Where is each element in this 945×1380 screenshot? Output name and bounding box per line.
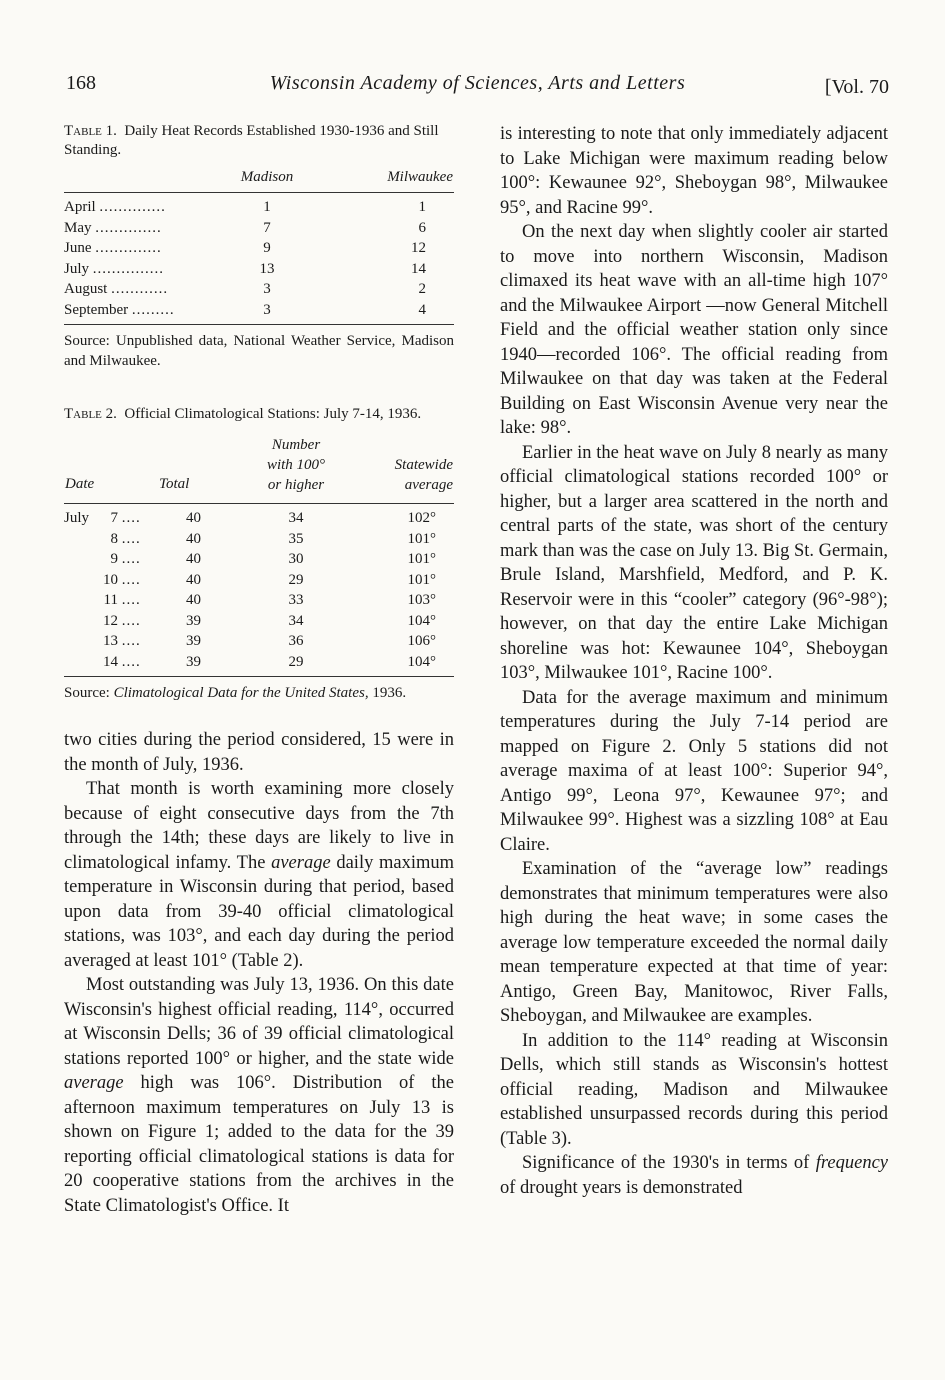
table2-total-cell: 40: [186, 571, 201, 588]
table1-label: Table 1.: [64, 123, 117, 139]
table1-header-milwaukee: Milwaukee: [387, 169, 453, 185]
table1-milwaukee-cell: 1: [418, 199, 426, 215]
paragraph: In addition to the 114° reading at Wisconsin Dells, which still stands as Wisconsin's hottest official reading, Madison and Milwaukee established unsurpassed records during this period (Table 3).: [500, 1030, 888, 1149]
left-column: [64, 122, 454, 1218]
paragraph: Significance of the 1930's in terms of frequency of drought years is demonstrated: [500, 1153, 888, 1198]
table2-average-cell: 102°: [407, 510, 436, 526]
table2-average-cell: 101°: [407, 530, 436, 547]
table1-madison-cell: 1: [263, 199, 271, 215]
paragraph: Data for the average maximum and minimum temperatures during the July 7-14 period are mapped on Figure 2. Only 5 stations did not average maxima of at least 100°: Superior 94°, Antigo 99°, Leona 97°, Kewaunee 97°; and Milwaukee 99°. Highest was a sizzling 108° at Eau Claire.: [500, 687, 888, 855]
table-row: [64, 611, 454, 632]
table-row: [64, 504, 454, 529]
table1-milwaukee-cell: 6: [418, 219, 426, 236]
table1-month-cell: April ..............: [64, 199, 166, 215]
table2-date-cell: July 7 ....: [64, 510, 141, 526]
table-row: [64, 529, 454, 550]
table-row: [64, 238, 454, 259]
paragraph: On the next day when slightly cooler air started to move into northern Wisconsin, Madison climaxed its heat wave with an all-time high 107° and the Milwaukee Airport —now General Mitchell Field and the official weather station only since 1940—recorded 106°. The official reading from Milwaukee on that day was taken at the Federal Building on East Wisconsin Avenue very near the lake: 98°.: [500, 222, 888, 438]
table2-total-cell: 39: [186, 653, 201, 670]
table1-madison-cell: 3: [263, 301, 271, 318]
table1-milwaukee-cell: 14: [411, 260, 426, 277]
table2-average-cell: 103°: [407, 592, 436, 608]
table2-average-cell: 104°: [407, 612, 436, 629]
table2-date-cell: 11 ....: [103, 592, 141, 608]
page-number: 168: [66, 72, 96, 94]
table-row: [64, 193, 454, 218]
table2-header-date: Date: [65, 476, 95, 492]
volume-label: [Vol. 70: [824, 76, 889, 98]
table2-total-cell: 40: [186, 551, 201, 567]
table2-label: Table 2.: [64, 406, 117, 422]
table2-number-cell: 34: [288, 612, 304, 629]
left-body-text: [64, 728, 454, 1218]
table2-date-cell: 10 ....: [103, 571, 141, 588]
journal-title: Wisconsin Academy of Sciences, Arts and Letters: [269, 72, 686, 94]
table1-header-madison: Madison: [240, 169, 294, 185]
table2-total-cell: 39: [186, 612, 201, 629]
table1-madison-cell: 3: [263, 281, 271, 297]
table2-average-cell: 101°: [407, 571, 436, 588]
table1-month-cell: July ...............: [64, 260, 165, 277]
table2-average-cell: 104°: [407, 653, 436, 670]
table-row: [64, 652, 454, 677]
table2: [64, 434, 454, 677]
table1-caption: Table 1. Daily Heat Records Established 1930-1936 and Still Standing.: [64, 123, 439, 158]
table2-number-cell: 33: [288, 592, 304, 608]
table2-number-cell: 34: [288, 510, 304, 526]
paragraph: Examination of the “average low” readings demonstrates that minimum temperatures were also high during the heat wave; in some cases the average low temperature exceeded the normal daily mean temperature expected at that time of year: Antigo, Green Bay, Manitowoc, River Falls, Sheboygan, and Milwaukee are examples.: [500, 859, 888, 1026]
table2-date-cell: 13 ....: [103, 633, 141, 649]
table-row: [64, 279, 454, 300]
table1-month-cell: September .........: [64, 301, 175, 318]
table2-date-cell: 9 ....: [110, 551, 141, 567]
table2-number-cell: 30: [288, 551, 304, 567]
paragraph: is interesting to note that only immediately adjacent to Lake Michigan were maximum reading below 100°: Kewaunee 92°, Sheboygan 98°, Milwaukee 95°, and Racine 99°.: [500, 124, 888, 218]
page-header: [66, 72, 889, 106]
table2-total-cell: 40: [186, 510, 201, 526]
table-row: [64, 259, 454, 280]
table2-number-cell: 29: [288, 653, 304, 670]
table2-date-cell: 14 ....: [103, 653, 141, 670]
table1-month-cell: May ..............: [64, 219, 162, 236]
table2-date-cell: 12 ....: [103, 612, 141, 629]
table-row: [64, 570, 454, 591]
table-row: [64, 549, 454, 570]
table2-source: Source: Climatological Data for the United States, 1936.: [64, 685, 407, 701]
table2-header-number: Number with 100° or higher: [266, 437, 326, 493]
table1-madison-cell: 7: [263, 219, 271, 236]
table1: [64, 168, 454, 325]
table1-madison-cell: 9: [263, 240, 271, 256]
table1-milwaukee-cell: 2: [418, 281, 426, 297]
table1-milwaukee-cell: 12: [411, 240, 426, 256]
table2-caption: Table 2. Official Climatological Stations: July 7-14, 1936.: [64, 406, 422, 422]
paragraph: Most outstanding was July 13, 1936. On this date Wisconsin's highest official reading, 114°, occurred at Wisconsin Dells; 36 of 39 official climatological stations reported 100° or higher, and the state wide average high was 106°. Distribution of the afternoon maximum temperatures on July 13 is shown on Figure 1; added to the data for the 39 reporting official climatological stations is data for 20 cooperative stations from the archives in the State Climatologist's Office. It: [64, 975, 454, 1216]
table-row: [64, 300, 454, 325]
table2-date-cell: 8 ....: [110, 530, 141, 547]
table2-average-cell: 106°: [407, 633, 436, 649]
right-column: [500, 122, 888, 1200]
table2-header-average: Statewide average: [394, 457, 453, 493]
table2-number-cell: 36: [288, 633, 304, 649]
table2-total-cell: 40: [186, 530, 201, 547]
table2-number-cell: 29: [288, 571, 304, 588]
table1-madison-cell: 13: [259, 260, 275, 277]
table2-average-cell: 101°: [407, 551, 436, 567]
table2-total-cell: 39: [186, 633, 201, 649]
paragraph: Earlier in the heat wave on July 8 nearly as many official climatological stations recorded 100° or higher, but a larger area scattered in the north and central parts of the state, was short of the century mark than was the case on July 13. Big St. Germain, Brule Island, Marshfield, Medford, and P. K. Reservoir were in this “cooler” category (96°-98°); however, on that day the entire Lake Michigan shoreline was hot: Kewaunee 104°, Sheboygan 103°, Milwaukee 101°, Racine 100°.: [500, 442, 888, 683]
paragraph: two cities during the period considered, 15 were in the month of July, 1936.: [64, 730, 454, 775]
right-body-text: [500, 122, 888, 1200]
table2-number-cell: 35: [288, 530, 304, 547]
table1-milwaukee-cell: 4: [418, 301, 426, 318]
table-row: [64, 631, 454, 652]
table2-header-total: Total: [159, 476, 190, 492]
paragraph: That month is worth examining more closely because of eight consecutive days from the 7th through the 14th; these days are likely to live in climatological infamy. The average daily maximum temperature in Wisconsin during that period, based upon data from 39-40 official climatological stations, was 103°, and each day during the period averaged at least 101° (Table 2).: [64, 779, 455, 971]
table1-source: Source: Unpublished data, National Weather Service, Madison and Milwaukee.: [64, 333, 454, 369]
table1-month-cell: August ............: [64, 281, 169, 297]
table-row: [64, 218, 454, 239]
table-row: [64, 590, 454, 611]
table2-total-cell: 40: [186, 592, 201, 608]
table1-month-cell: June ..............: [64, 240, 162, 256]
